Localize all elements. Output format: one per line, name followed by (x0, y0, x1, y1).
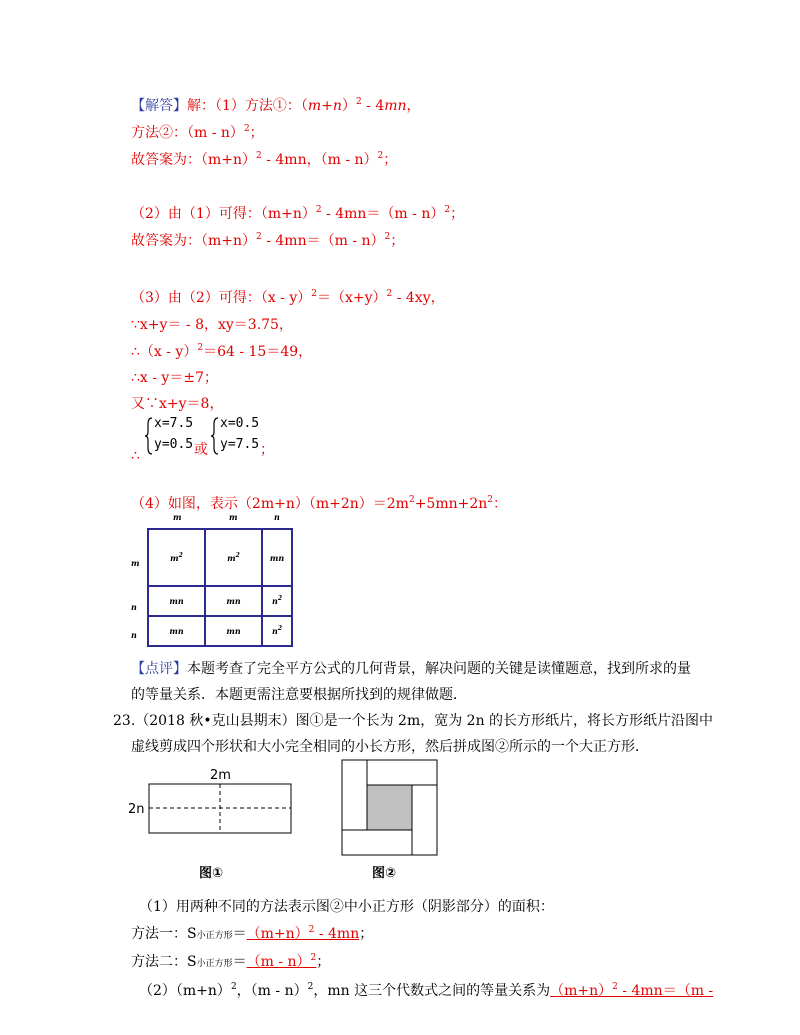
method-2-line (131, 953, 330, 973)
text: （2）（m+n） (139, 983, 231, 999)
exponent: 2 (308, 925, 315, 935)
text: 本题考查了完全平方公式的几何背景，解决问题的关键是读懂题意，找到所求的量 (187, 661, 691, 677)
text: ＝ (232, 954, 247, 970)
text: ； (390, 233, 405, 249)
figure-2-caption: 图② (372, 866, 397, 881)
text: - 4mn (314, 926, 360, 942)
text: 故答案为：（m+n） (131, 152, 257, 168)
text: - 4mn＝（m - n） (321, 206, 445, 222)
exponent: 2 (444, 205, 451, 215)
text: m+n (307, 98, 342, 114)
exponent: 2 (230, 982, 237, 992)
text: mn (169, 596, 184, 606)
text: - 4mn＝（m - (617, 983, 714, 999)
text: （m - n） (246, 954, 311, 970)
q23-line-1 (113, 712, 713, 730)
figure-1-top-label: 2m (210, 768, 231, 783)
comment-line-2: 的等量关系．本题更需注意要根据所找到的规律做题． (131, 687, 467, 703)
text: - 4mn，（m - n） (261, 152, 378, 168)
subscript: 小正方形 (196, 931, 233, 941)
text: ； (383, 152, 398, 168)
exponent: 2 (386, 289, 393, 299)
text: ； (249, 125, 264, 141)
left-brace-1 (144, 416, 154, 456)
text: $m^2$ (227, 551, 240, 563)
text: ； (359, 926, 374, 942)
text: $n^2$ (271, 595, 282, 606)
text: ＝（x+y） (316, 290, 387, 306)
text: ： (493, 496, 508, 512)
grid-cell (147, 528, 206, 587)
subscript: 小正方形 (196, 959, 233, 969)
text: ＝ (232, 926, 247, 942)
q23-part-2 (139, 982, 713, 1000)
exponent: 2 (256, 151, 262, 161)
exponent: 2 (487, 495, 494, 505)
text: 方法②：（m - n） (131, 125, 244, 141)
q23-part-1: （1）用两种不同的方法表示图②中小正方形（阴影部分）的面积： (139, 899, 554, 915)
exponent: 2 (355, 97, 362, 107)
comment-line-1 (131, 660, 691, 678)
exponent: 2 (256, 232, 262, 242)
text: ，（m - n） (236, 983, 308, 999)
text: （3）由（2）可得：（x - y） (131, 290, 312, 306)
exponent: 2 (311, 289, 317, 299)
exponent: 2 (315, 205, 322, 215)
relation-answer (550, 983, 713, 999)
q23-line-2: 虚线剪成四个形状和大小完全相同的小长方形，然后拼成图②所示的一个大正方形． (131, 739, 649, 755)
left-brace-2 (210, 416, 220, 456)
grid-cell (147, 615, 206, 647)
text: mn (226, 626, 241, 636)
text: ） (341, 98, 356, 114)
or-word: 或 (194, 442, 208, 458)
method-1-line (131, 925, 373, 945)
system-1-eq-2: y=0.5 (154, 437, 194, 452)
system-1-eq-1: x=7.5 (154, 416, 194, 431)
text: （m+n） (246, 926, 309, 942)
solution-line-7: ∵x+y＝ - 8，xy＝3.75， (131, 317, 293, 333)
method-1-answer (247, 926, 360, 942)
grid-cell (261, 528, 293, 587)
figure-1-left-label: 2n (128, 802, 145, 817)
therefore-symbol: ∴ (131, 448, 140, 464)
text: （2018 秋•克山县期末）图①是一个长为 2m，宽为 2n 的长方形纸片，将长方形纸片沿图中 (135, 713, 714, 729)
solution-line-3 (131, 151, 397, 169)
text: $m^2$ (170, 551, 183, 563)
text: mn (169, 626, 184, 636)
text: - 4mn＝（m - n） (261, 233, 385, 249)
exponent: 2 (310, 953, 317, 963)
grid-cell (204, 528, 263, 587)
question-number: 23. (113, 713, 136, 729)
comment-tag: 【点评】 (131, 661, 187, 677)
solution-line-5 (131, 232, 404, 250)
text: mn (384, 98, 407, 114)
grid-cell (204, 585, 263, 617)
system-end-punct: ； (260, 442, 274, 458)
text: （4）如图，表示（2m+n）（m+2n）＝2m (131, 496, 409, 512)
exponent: 2 (384, 232, 391, 242)
grid-cell (261, 615, 293, 647)
exponent: 2 (408, 495, 415, 505)
text: 解：（1）方法①：（ (187, 98, 308, 114)
text: ，mn 这三个代数式之间的等量关系为 (313, 983, 551, 999)
solution-line-10: 又∵x+y＝8， (131, 396, 224, 412)
solution-line-2 (131, 124, 264, 142)
grid-cell (147, 585, 206, 617)
text: ∴（x - y） (131, 344, 198, 360)
text: mn (269, 552, 285, 563)
grid-side-label: m (131, 558, 140, 568)
grid-top-label: m (229, 512, 238, 522)
grid-side-label: n (131, 602, 137, 612)
grid-top-label: m (173, 512, 182, 522)
system-2-eq-2: y=7.5 (220, 437, 260, 452)
exponent: 2 (197, 343, 204, 353)
solution-line-12 (131, 495, 507, 513)
text: ＝64 - 15＝49， (203, 344, 313, 360)
figure-1-caption: 图① (199, 866, 224, 881)
text: - 4xy， (392, 290, 445, 306)
grid-cell (204, 615, 263, 647)
text: 方法二：S (131, 954, 197, 970)
grid-top-label: n (274, 512, 280, 522)
text: +5mn+2n (414, 496, 488, 512)
text: （2）由（1）可得：（m+n） (131, 206, 316, 222)
grid-side-label: n (131, 630, 137, 640)
figure-2-square (340, 758, 440, 858)
exponent: 2 (612, 982, 618, 992)
text: 故答案为：（m+n） (131, 233, 257, 249)
answer-tag: 【解答】 (131, 98, 187, 114)
text: （m+n） (550, 983, 613, 999)
exponent: 2 (243, 124, 250, 134)
text: $n^2$ (271, 625, 282, 636)
solution-line-6 (131, 289, 445, 307)
system-2-eq-1: x=0.5 (220, 416, 260, 431)
method-2-answer (247, 954, 317, 970)
text: 方法一：S (131, 926, 197, 942)
exponent: 2 (377, 151, 384, 161)
text: - 4 (361, 98, 385, 114)
solution-line-4 (131, 205, 464, 223)
solution-line-1 (131, 97, 421, 115)
solution-line-9: ∴x - y＝±7； (131, 370, 218, 386)
exponent: 2 (307, 982, 314, 992)
area-grid-figure (129, 512, 299, 650)
text: ； (316, 954, 331, 970)
text: ， (406, 98, 421, 114)
solution-line-8 (131, 343, 312, 361)
text: mn (226, 596, 241, 606)
grid-cell (261, 585, 293, 617)
text: ； (450, 206, 465, 222)
